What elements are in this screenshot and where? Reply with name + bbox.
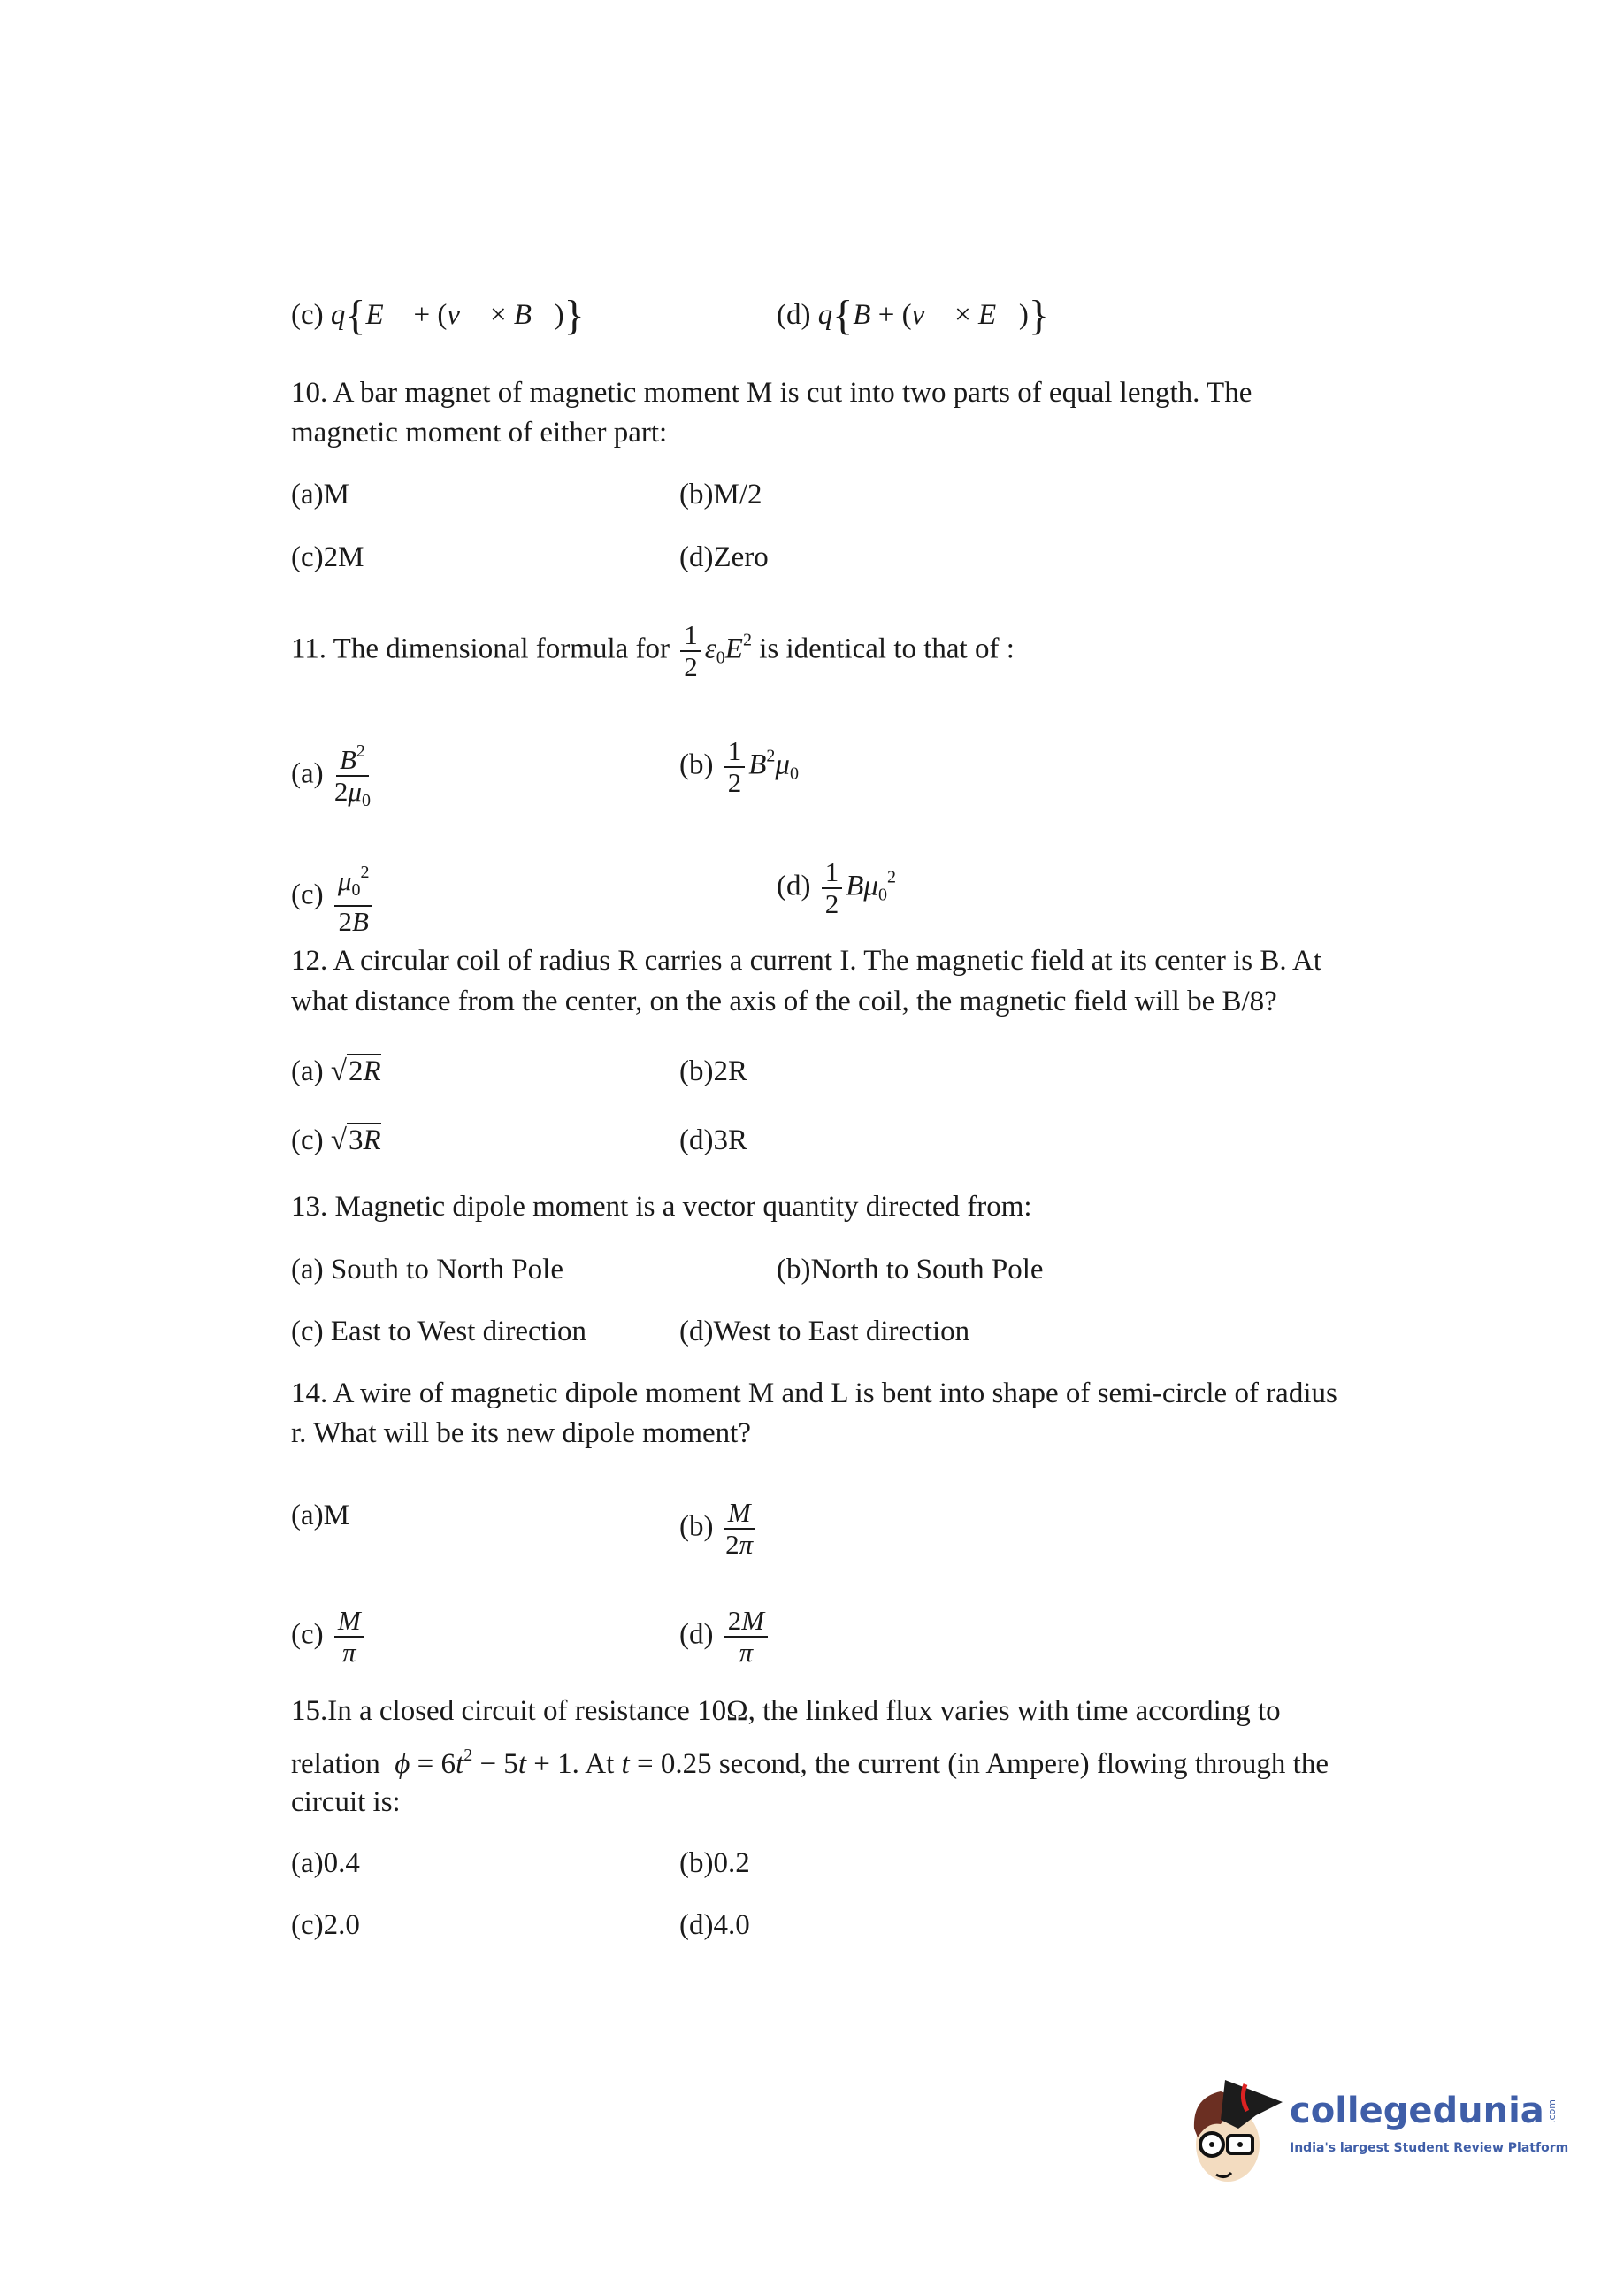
q14-text-line2: r. What will be its new dipole moment? <box>291 1417 751 1449</box>
q11-option-d: (d) $\frac{1}{2}$ $B\mu_0^2$ <box>777 856 896 919</box>
q10-option-c: (c)2M <box>291 541 364 573</box>
q14-option-a: (a)M <box>291 1500 349 1531</box>
q11-text: 11. The dimensional formula for $\frac{1}{2}$ $\varepsilon_0E^2$ is identical to that of : <box>291 619 1015 682</box>
q13-option-c: (c) East to West direction <box>291 1316 586 1347</box>
q12-option-d: (d)3R <box>679 1124 747 1156</box>
q15-text-line1: 15.In a closed circuit of resistance 10Ω, the linked flux varies with time according to <box>291 1695 1281 1727</box>
logo-tagline: India's largest Student Review Platform <box>1290 2141 1569 2155</box>
q15-text-line3: circuit is: <box>291 1786 401 1818</box>
logo-tld: .com <box>1545 2099 1558 2123</box>
q12-option-b: (b)2R <box>679 1055 747 1087</box>
q15-option-a: (a)0.4 <box>291 1847 360 1879</box>
q13-option-a: (a) South to North Pole <box>291 1254 563 1285</box>
q10-text-line1: 10. A bar magnet of magnetic moment M is cut into two parts of equal length. The <box>291 377 1252 409</box>
logo-wordmark-row <box>1290 2088 1568 2134</box>
q14-option-c: (c) $\frac{M}{\pi}$ <box>291 1606 368 1668</box>
q10-option-a: (a)M <box>291 479 349 510</box>
q10-option-d: (d)Zero <box>679 541 769 573</box>
student-mascot-icon <box>1185 2076 1284 2191</box>
q14-text-line1: 14. A wire of magnetic dipole moment M and L is bent into shape of semi-circle of radius <box>291 1377 1337 1409</box>
q14-option-d: (d) $\frac{2M}{\pi}$ <box>679 1606 771 1668</box>
q15-option-d: (d)4.0 <box>679 1909 750 1941</box>
q12-text-line1: 12. A circular coil of radius R carries a current I. The magnetic field at its center is B. At <box>291 945 1322 977</box>
logo-textblock <box>1290 2088 1568 2157</box>
q15-option-b: (b)0.2 <box>679 1847 750 1879</box>
collegedunia-logo <box>1185 2076 1619 2199</box>
q11-option-b: (b) $\frac{1}{2}$ $B^2\mu_0$ <box>679 735 799 798</box>
q13-text: 13. Magnetic dipole moment is a vector quantity directed from: <box>291 1191 1032 1223</box>
q13-option-d: (d)West to East direction <box>679 1316 970 1347</box>
q12-option-a: (a) √2R <box>291 1055 381 1087</box>
q11-option-c: (c) $\frac{\mu_0^2}{2B}$ <box>291 857 376 937</box>
logo-wordmark: collegedunia <box>1290 2091 1544 2131</box>
q10-option-b: (b)M/2 <box>679 479 762 510</box>
q15-option-c: (c)2.0 <box>291 1909 360 1941</box>
q11-option-a: (a) $\frac{B^2}{2\mu_0}$ <box>291 736 374 816</box>
q12-option-c: (c) √3R <box>291 1124 381 1156</box>
q10-text-line2: magnetic moment of either part: <box>291 417 668 449</box>
q12-text-line2: what distance from the center, on the axis of the coil, the magnetic field will be B/8? <box>291 986 1277 1017</box>
q14-option-b: (b) $\frac{M}{2\pi}$ <box>679 1497 754 1560</box>
q15-text-line2: relation $\phi = 6t^2 - 5t + 1$. At t = 0.25 second, the current (in Ampere) flowing through the <box>291 1746 1329 1780</box>
q9-option-d: (d) q{B + (v⃗ × E⃗)} <box>777 292 1049 339</box>
q13-option-b: (b)North to South Pole <box>777 1254 1044 1285</box>
q9-option-c: (c) q{E⃗ + (v⃗ × B⃗)} <box>291 292 585 339</box>
